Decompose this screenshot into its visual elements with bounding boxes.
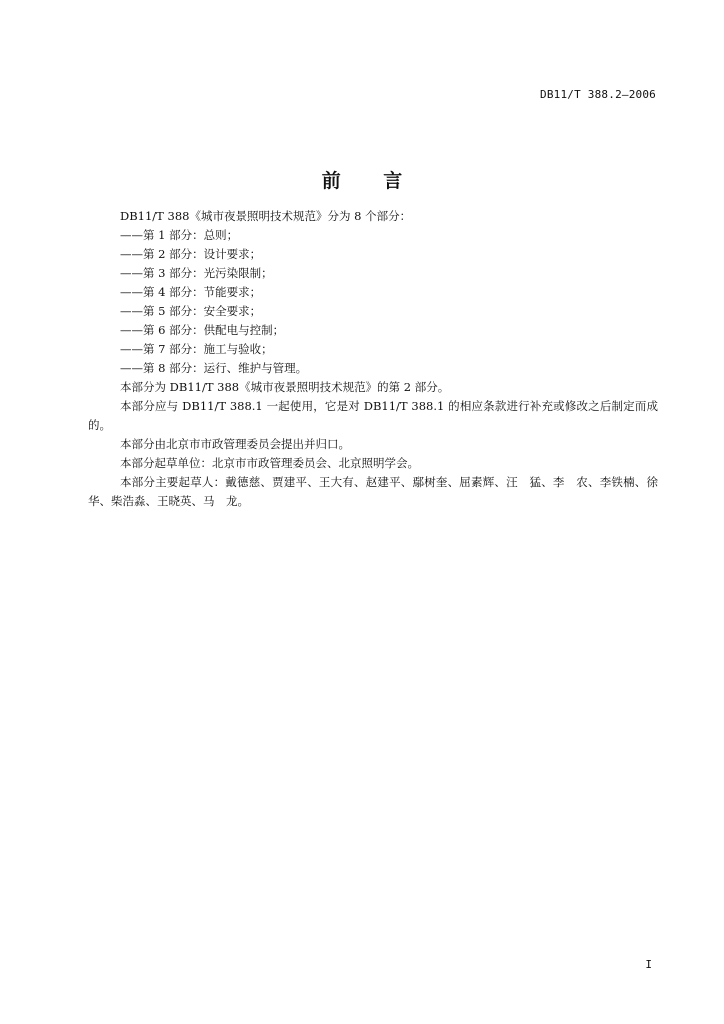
part-list-item: ——第 6 部分：供配电与控制； xyxy=(120,323,285,337)
part-list-item: ——第 3 部分：光污染限制； xyxy=(120,266,273,280)
part-list-item: ——第 7 部分：施工与验收； xyxy=(120,342,273,356)
usage-paragraph: 本部分应与 DB11/T 388.1 一起使用，它是对 DB11/T 388.1 的相应条款进行补充或修改之后制定而成的。 xyxy=(88,399,658,432)
part-list-item: ——第 2 部分：设计要求； xyxy=(120,247,262,261)
intro-paragraph: DB11/T 388《城市夜景照明技术规范》分为 8 个部分： xyxy=(120,209,412,223)
part-list-item: ——第 8 部分：运行、维护与管理。 xyxy=(120,361,308,375)
foreword-body xyxy=(88,207,670,511)
page-title: 前 言 xyxy=(321,170,421,192)
standard-code: DB11/T 388.2—2006 xyxy=(540,88,656,101)
proposed-by-paragraph: 本部分由北京市市政管理委员会提出并归口。 xyxy=(120,437,350,451)
part-list-item: ——第 5 部分：安全要求； xyxy=(120,304,262,318)
part-list-item: ——第 4 部分：节能要求； xyxy=(120,285,262,299)
drafting-units-paragraph: 本部分起草单位：北京市市政管理委员会、北京照明学会。 xyxy=(120,456,419,470)
page-number: I xyxy=(645,958,652,971)
this-part-paragraph: 本部分为 DB11/T 388《城市夜景照明技术规范》的第 2 部分。 xyxy=(120,380,450,394)
drafters-paragraph: 本部分主要起草人：戴德慈、贾建平、王大有、赵建平、鄢树奎、屈素辉、汪 猛、李 农、李铁楠、徐 华、柴浩淼、王晓英、马 龙。 xyxy=(88,475,670,508)
part-list-item: ——第 1 部分：总则； xyxy=(120,228,239,242)
